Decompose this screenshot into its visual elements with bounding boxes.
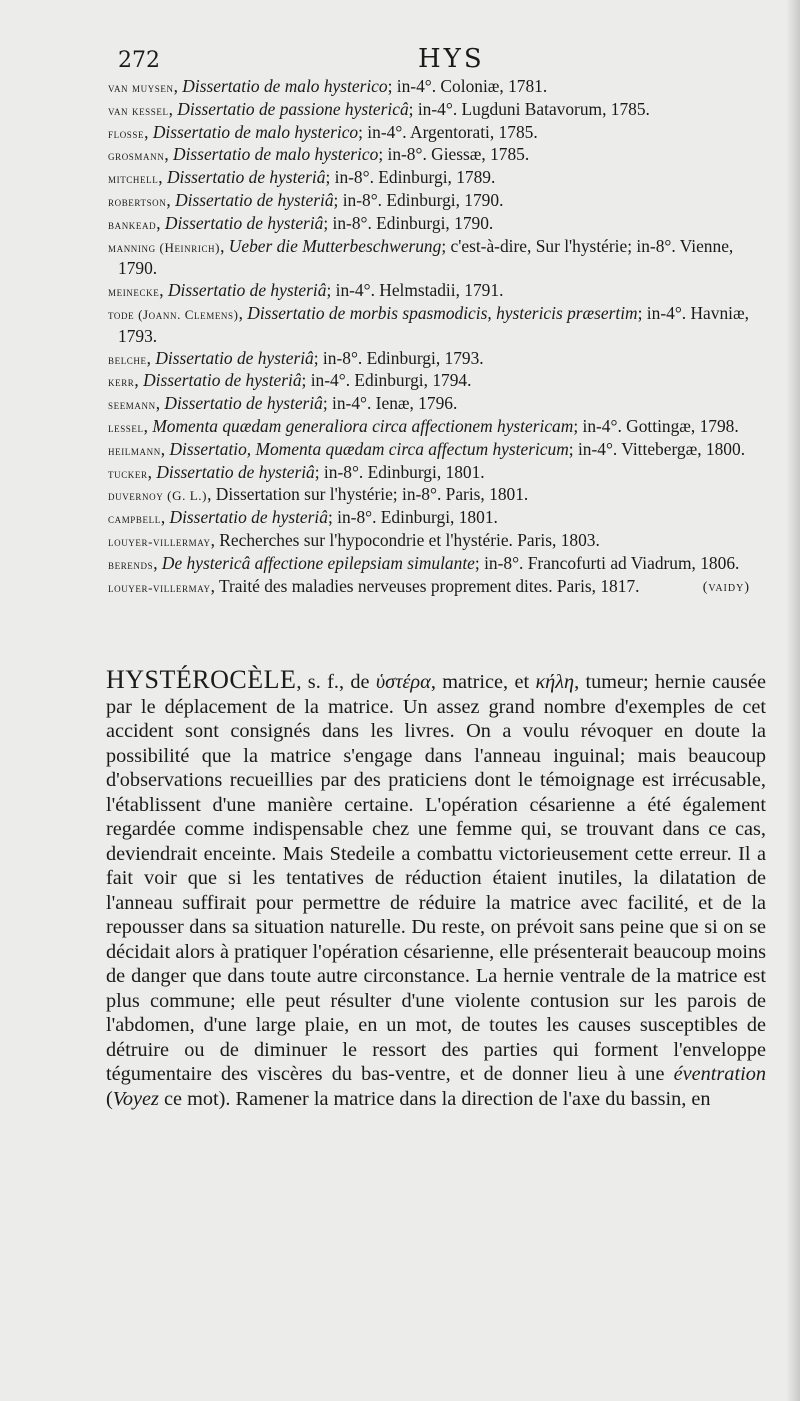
entry-author: heilmann [108,442,161,458]
greek-term: κήλη [535,671,575,693]
entry-author: kerr [108,374,135,390]
bibliography-entry [108,122,768,145]
entry-details: ; in-8°. Giessæ, 1785. [378,144,530,165]
entry-title: Dissertatio de malo hysterico [173,144,379,165]
entry-separator: , [210,575,219,596]
entry-details: ; c'est-à-dire, Sur l'hystérie; in-8°. Vienne, 1790. [118,235,734,279]
entry-separator: , [156,212,165,233]
entry-author: van muysen [108,80,174,95]
running-head: HYS [418,44,485,74]
page-edge-shadow [786,0,800,1401]
entry-separator: , [160,438,170,459]
bibliography-entry [108,439,768,462]
entry-title: Dissertatio de malo hysterico [152,121,359,142]
entry-author: manning (Heinrich) [108,239,221,255]
entry-details: ; in-4°. Vittebergæ, 1800. [568,438,746,459]
bibliography-entry [108,507,768,530]
entry-details: ; in-8°. Francofurti ad Viadrum, 1806. [474,552,740,573]
bibliography-entry [108,236,768,281]
entry-author: duvernoy (G. L.) [108,488,208,504]
entry-separator: , [173,76,183,96]
entry-title: Dissertatio de hysteriâ [167,167,326,188]
entry-details: Recherches sur l'hypocondrie et l'hystérie. Paris, 1803. [219,529,600,550]
entry-separator: , [164,144,174,165]
definition-text: , s. f., de [296,671,376,693]
entry-author: belche [108,351,147,367]
entry-author: louyer-villermay [108,533,211,549]
entry-details: Dissertation sur l'hystérie; in-8°. Paris, 1801. [215,484,529,505]
bibliography-entry [108,280,768,303]
bibliography-entry [108,303,768,348]
entry-separator: , [147,461,157,482]
entry-separator: , [158,167,167,188]
entry-title: De hystericâ affectione epilepsiam simulante [161,552,475,573]
entry-details: ; in-8°. Edinburgi, 1801. [314,461,485,482]
entry-title: Dissertatio de hysteriâ [164,212,324,233]
entry-author: grosmann [108,148,165,164]
page-number: 272 [118,48,160,73]
article-body: ce mot). Ramener la matrice dans la direction de l'axe du bassin, en [158,1087,711,1110]
entry-separator: , [168,98,178,119]
bibliography-entry [108,167,768,190]
entry-title: Dissertatio de hysteriâ [155,347,314,368]
entry-author: tode (Joann. Clemens) [108,306,239,322]
entry-author: lessel [108,419,144,435]
bibliography-entry [108,213,768,236]
entry-separator: , [207,484,216,505]
entry-details: ; in-4°. Edinburgi, 1794. [301,370,472,391]
entry-title: Dissertatio de morbis spasmodicis, hystericis præsertim [247,302,638,323]
bibliography-entry [108,144,768,167]
entry-title: Dissertatio de hysteriâ [175,189,334,210]
entry-author: berends [108,556,154,572]
entry-separator: , [146,347,156,368]
entry-title: Momenta quædam generaliora circa affectionem hystericam [152,415,574,436]
entry-separator: , [159,280,168,301]
headword: HYSTÉROCÈLE [106,665,297,694]
bibliography-list [108,76,768,598]
entry-details: ; in-8°. Edinburgi, 1801. [327,507,498,528]
entry-title: Dissertatio de passione hystericâ [177,98,409,119]
entry-title: Ueber die Mutterbeschwerung [228,235,442,256]
entry-title: Dissertatio de malo hysterico [182,76,388,96]
entry-separator: , [143,415,153,436]
entry-title: Dissertatio de hysteriâ [168,280,327,301]
article-hysterocele [106,665,767,1111]
entry-author: mitchell [108,171,159,187]
entry-details: ; in-4°. Helmstadii, 1791. [326,280,504,301]
entry-title: Dissertatio de hysteriâ [156,461,315,482]
author-signature: (vaidy) [702,579,750,595]
entry-details: ; in-8°. Edinburgi, 1793. [313,347,484,368]
entry-separator: , [238,302,248,323]
entry-separator: , [134,370,144,391]
entry-details: ; in-4°. Argentorati, 1785. [358,121,538,142]
entry-separator: , [210,529,220,550]
cross-reference-term: éventration [673,1063,766,1085]
entry-author: bankead [108,216,157,232]
entry-title: Dissertatio de hysteriâ [164,393,323,414]
bibliography-entry [108,484,768,507]
entry-separator: , [153,552,162,573]
entry-separator: , [166,189,176,210]
bibliography-entry [108,416,768,439]
definition-text: , matrice, et [430,671,536,693]
entry-title: Dissertatio de hysteriâ [143,370,302,391]
entry-author: campbell [108,511,161,527]
entry-details: ; in-8°. Edinburgi, 1790. [333,189,504,210]
entry-title: Dissertatio, Momenta quædam circa affectum hystericum [169,438,569,459]
entry-separator: , [160,507,170,528]
entry-author: seemann [108,397,156,413]
bibliography-entry [108,462,768,485]
entry-details: ; in-8°. Edinburgi, 1789. [325,167,496,188]
bibliography-entry [108,393,768,416]
entry-author: van kessel [108,102,169,118]
entry-separator: , [155,393,165,414]
bibliography-entry [108,553,768,576]
bibliography-entry [108,348,768,371]
entry-author: robertson [108,193,167,209]
entry-separator: , [220,235,229,256]
entry-author: tucker [108,465,148,481]
entry-title: Dissertatio de hysteriâ [169,507,328,528]
entry-details: ; in-4°. Lugduni Batavorum, 1785. [408,98,650,119]
article-body: ( [106,1087,113,1110]
article-body: , tumeur; hernie causée par le déplacement de la matrice. Un assez grand nombre d'exemples de cet accident sont consignés dans les livres. On a voulu révoquer en doute la possibilité que la matrice s'engage dans l'anneau inguinal; mais beaucoup d'observations recueillies par des praticiens dont le témoignage est irrécusable, l'établissent d'une manière certaine. L'opération césarienne a été également regardée comme indispensable chez une femme qui, se trouvant dans ce cas, deviendrait enceinte. Mais Stedeile a combattu victorieusement cette erreur. Il a fait voir que si les tentatives de réduction étaient inutiles, la dilatation de l'anneau suffirait pour permettre de réduire la matrice avec facilité, et de la repousser dans sa situation naturelle. Du reste, on prévoit sans peine que si on se décidait alors à pratiquer l'opération césarienne, elle présenterait beaucoup moins de danger que dans toute autre circonstance. La hernie ventrale de la matrice est plus commune; elle peut résulter d'une violente contusion sur les parois de l'abdomen, d'une large plaie, en un mot, de toutes les causes susceptibles de détruire ou de diminuer le ressort des parties qui forment l'enveloppe tégumentaire des viscères du bas-ventre, et de donner lieu à une [106,671,767,1085]
bibliography-entry [108,370,768,393]
bibliography-entry [108,190,768,213]
bibliography-entry [108,99,768,122]
entry-details: Traité des maladies nerveuses proprement dites. Paris, 1817. [218,575,640,596]
bibliography-entry [108,530,768,553]
cross-reference-voyez: Voyez [112,1087,159,1110]
entry-details: ; in-4°. Gottingæ, 1798. [573,415,739,436]
greek-term: ὑστέρα [375,671,431,693]
entry-details: ; in-4°. Havniæ, 1793. [118,302,749,346]
bibliography-entry [108,76,768,99]
entry-details: ; in-8°. Edinburgi, 1790. [323,212,494,233]
entry-author: louyer-villermay [108,579,211,595]
entry-separator: , [144,121,153,142]
entry-details: ; in-4°. Ienæ, 1796. [322,393,458,414]
entry-author: meinecke [108,284,160,300]
entry-author: flosse [108,125,145,141]
entry-details: ; in-4°. Coloniæ, 1781. [387,76,548,96]
